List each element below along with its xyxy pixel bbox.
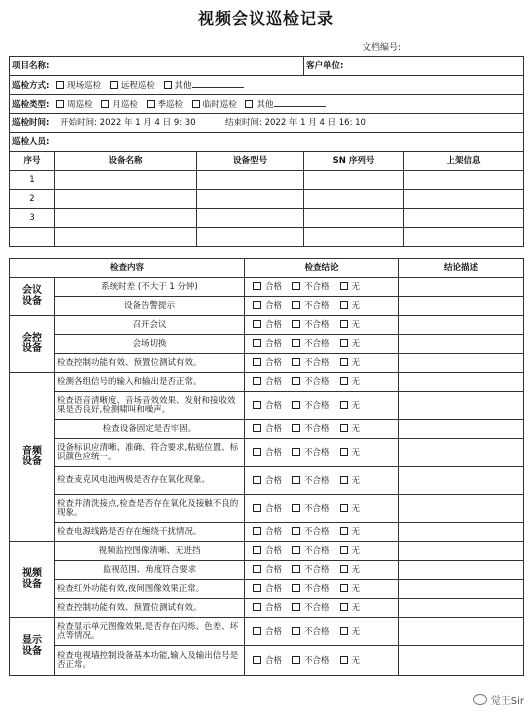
category-conference-control: 会控 设备: [10, 316, 55, 373]
document-number-label: 文档编号:: [362, 43, 402, 53]
checkbox-pass[interactable]: [253, 424, 261, 432]
result-description-cell[interactable]: [399, 420, 524, 439]
result-label-na: 无: [351, 503, 361, 514]
type-option-other: 其他: [256, 100, 274, 111]
checkbox-pass[interactable]: [253, 358, 261, 366]
equipment-header-row: [10, 152, 524, 171]
result-description-cell[interactable]: [399, 392, 524, 420]
inspection-sheet: [9, 56, 524, 247]
row-index: 2: [10, 190, 55, 209]
table-row: [10, 316, 524, 335]
result-description-cell[interactable]: [399, 278, 524, 297]
check-item: 召开会议: [55, 316, 245, 335]
check-item: 检查麦克风电池两极是否存在氧化现象。: [55, 467, 245, 495]
result-label-pass: 合格: [265, 339, 283, 350]
result-description-cell[interactable]: [399, 373, 524, 392]
time-label: 巡检时间:: [12, 117, 50, 128]
checkbox-na[interactable]: [340, 656, 348, 664]
cell-serial-number[interactable]: [304, 228, 404, 247]
check-item: 检查控制功能有效、预置位测试有效。: [55, 599, 245, 618]
table-row: [10, 278, 524, 297]
method-option-other: 其他: [174, 81, 192, 92]
table-row: [10, 354, 524, 373]
table-row: [10, 190, 524, 209]
check-item: 系统时差 (不大于 1 分钟): [55, 278, 245, 297]
inspection-method-row: [10, 76, 524, 95]
page-title: 视频会议巡检记录: [197, 9, 334, 28]
checkbox-weekly[interactable]: [56, 100, 64, 108]
row-index: 3: [10, 209, 55, 228]
check-item: 检查显示单元图像效果,是否存在闪烁、色差、坏点等情况。: [55, 618, 245, 646]
table-row: [10, 495, 524, 523]
result-options: [245, 542, 399, 561]
result-description-cell[interactable]: [399, 542, 524, 561]
result-options: [245, 335, 399, 354]
result-description-cell[interactable]: [399, 335, 524, 354]
result-options: [245, 373, 399, 392]
result-options: [245, 561, 399, 580]
result-label-fail: 不合格: [304, 584, 330, 595]
checkbox-pass[interactable]: [253, 301, 261, 309]
result-options: [245, 278, 399, 297]
result-description-cell[interactable]: [399, 297, 524, 316]
checkbox-pass[interactable]: [253, 448, 261, 456]
check-item: 视频监控图像清晰、无进挡: [55, 542, 245, 561]
checkbox-fail[interactable]: [292, 424, 300, 432]
table-row: [10, 542, 524, 561]
result-options: [245, 392, 399, 420]
category-meeting-equipment: 会议 设备: [10, 278, 55, 316]
result-label-pass: 合格: [265, 400, 283, 411]
checkbox-na[interactable]: [340, 546, 348, 554]
result-label-na: 无: [351, 424, 361, 435]
result-description-cell[interactable]: [399, 618, 524, 646]
type-option-weekly: 周巡检: [67, 100, 93, 111]
inspection-type-row: [10, 95, 524, 114]
checkbox-pass[interactable]: [253, 565, 261, 573]
checkbox-na[interactable]: [340, 401, 348, 409]
result-label-fail: 不合格: [304, 447, 330, 458]
result-label-na: 无: [351, 546, 361, 557]
checkbox-na[interactable]: [340, 603, 348, 611]
project-name-field[interactable]: 项目名称:: [10, 57, 304, 76]
inspection-content-table: [9, 258, 524, 676]
checkbox-na[interactable]: [340, 627, 348, 635]
result-label-pass: 合格: [265, 655, 283, 666]
result-label-fail: 不合格: [304, 565, 330, 576]
checkbox-monthly[interactable]: [101, 100, 109, 108]
result-label-fail: 不合格: [304, 282, 330, 293]
result-label-fail: 不合格: [304, 603, 330, 614]
result-label-fail: 不合格: [304, 339, 330, 350]
result-description-cell[interactable]: [399, 523, 524, 542]
checkbox-pass[interactable]: [253, 504, 261, 512]
table-row: [10, 467, 524, 495]
checkbox-na[interactable]: [340, 320, 348, 328]
result-description-cell[interactable]: [399, 580, 524, 599]
checkbox-na[interactable]: [340, 527, 348, 535]
result-label-na: 无: [351, 584, 361, 595]
checkbox-fail[interactable]: [292, 358, 300, 366]
result-label-na: 无: [351, 301, 361, 312]
checkbox-pass[interactable]: [253, 377, 261, 385]
result-options: [245, 646, 399, 676]
col-device-model: 设备型号: [197, 152, 304, 171]
table-row: [10, 392, 524, 420]
cell-device-name[interactable]: [55, 190, 197, 209]
table-row: [10, 335, 524, 354]
result-label-na: 无: [351, 339, 361, 350]
result-label-na: 无: [351, 282, 361, 293]
checkbox-na[interactable]: [340, 424, 348, 432]
cell-rack-info[interactable]: [404, 190, 524, 209]
result-label-fail: 不合格: [304, 301, 330, 312]
checkbox-na[interactable]: [340, 448, 348, 456]
checkbox-fail[interactable]: [292, 282, 300, 290]
cell-device-model[interactable]: [197, 228, 304, 247]
checkbox-pass[interactable]: [253, 339, 261, 347]
checkbox-fail[interactable]: [292, 584, 300, 592]
checkbox-na[interactable]: [340, 301, 348, 309]
checkbox-pass[interactable]: [253, 603, 261, 611]
check-item: 检测各组信号的输入和输出是否正常。: [55, 373, 245, 392]
cell-device-model[interactable]: [197, 209, 304, 228]
col-serial-number: SN 序列号: [304, 152, 404, 171]
result-label-pass: 合格: [265, 320, 283, 331]
check-item: 检查电视墙控制设备基本功能,输入及输出信号是否正常。: [55, 646, 245, 676]
start-time: 开始时间: 2022 年 1 月 4 日 9: 30: [60, 117, 196, 128]
checkbox-fail[interactable]: [292, 603, 300, 611]
result-label-fail: 不合格: [304, 655, 330, 666]
result-label-na: 无: [351, 565, 361, 576]
checkbox-fail[interactable]: [292, 339, 300, 347]
result-label-fail: 不合格: [304, 400, 330, 411]
result-options: [245, 297, 399, 316]
checkbox-na[interactable]: [340, 282, 348, 290]
result-label-pass: 合格: [265, 424, 283, 435]
checkbox-fail[interactable]: [292, 504, 300, 512]
checkbox-fail[interactable]: [292, 627, 300, 635]
checkbox-fail[interactable]: [292, 448, 300, 456]
col-index: 序号: [10, 152, 55, 171]
col-check-content: 检查内容: [10, 259, 245, 278]
result-label-pass: 合格: [265, 546, 283, 557]
result-description-cell[interactable]: [399, 561, 524, 580]
row-index: 1: [10, 171, 55, 190]
col-rack-info: 上架信息: [404, 152, 524, 171]
checkbox-fail[interactable]: [292, 656, 300, 664]
row-index: [10, 228, 55, 247]
result-label-pass: 合格: [265, 282, 283, 293]
client-field[interactable]: 客户单位:: [304, 57, 524, 76]
result-label-pass: 合格: [265, 301, 283, 312]
table-row: [10, 561, 524, 580]
result-options: [245, 354, 399, 373]
check-item: 会场切换: [55, 335, 245, 354]
checkbox-pass[interactable]: [253, 627, 261, 635]
method-label: 巡检方式:: [12, 81, 50, 92]
method-other-underline[interactable]: [192, 79, 244, 88]
table-row: [10, 209, 524, 228]
result-label-pass: 合格: [265, 503, 283, 514]
result-label-fail: 不合格: [304, 626, 330, 637]
method-option-remote: 远程巡检: [120, 81, 155, 92]
result-options: [245, 316, 399, 335]
check-item: 检查语音清晰度、音场音效效果、发射和接收效果是否良好,检测啸叫和噪声。: [55, 392, 245, 420]
result-label-pass: 合格: [265, 626, 283, 637]
checkbox-type-other[interactable]: [245, 100, 253, 108]
table-row: [10, 228, 524, 247]
checkbox-fail[interactable]: [292, 320, 300, 328]
col-check-result: 检查结论: [245, 259, 399, 278]
checkbox-method-other[interactable]: [164, 81, 172, 89]
result-label-na: 无: [351, 527, 361, 538]
result-description-cell[interactable]: [399, 467, 524, 495]
result-label-na: 无: [351, 358, 361, 369]
checkbox-fail[interactable]: [292, 401, 300, 409]
result-label-fail: 不合格: [304, 358, 330, 369]
result-options: [245, 599, 399, 618]
result-options: [245, 580, 399, 599]
check-item: 检查控制功能有效、预置位测试有效。: [55, 354, 245, 373]
cell-rack-info[interactable]: [404, 228, 524, 247]
checkbox-onsite[interactable]: [56, 81, 64, 89]
result-description-cell[interactable]: [399, 316, 524, 335]
result-label-na: 无: [351, 603, 361, 614]
table-row: [10, 439, 524, 467]
checkbox-na[interactable]: [340, 377, 348, 385]
table-row: [10, 599, 524, 618]
cell-serial-number[interactable]: [304, 190, 404, 209]
table-row: [10, 618, 524, 646]
checkbox-na[interactable]: [340, 565, 348, 573]
result-label-fail: 不合格: [304, 527, 330, 538]
result-label-fail: 不合格: [304, 424, 330, 435]
inspection-time-row: [10, 114, 524, 133]
cell-device-name[interactable]: [55, 228, 197, 247]
cell-device-model[interactable]: [197, 171, 304, 190]
checkbox-na[interactable]: [340, 504, 348, 512]
check-item: 检查电源线路是否存在缠绕干扰情况。: [55, 523, 245, 542]
result-label-fail: 不合格: [304, 475, 330, 486]
result-label-na: 无: [351, 377, 361, 388]
inspection-header-row: [10, 259, 524, 278]
checkbox-na[interactable]: [340, 358, 348, 366]
type-option-temporary: 临时巡检: [202, 100, 237, 111]
checkbox-fail[interactable]: [292, 546, 300, 554]
cell-serial-number[interactable]: [304, 171, 404, 190]
cell-rack-info[interactable]: [404, 171, 524, 190]
result-options: [245, 618, 399, 646]
checkbox-fail[interactable]: [292, 301, 300, 309]
result-options: [245, 523, 399, 542]
result-label-pass: 合格: [265, 527, 283, 538]
result-description-cell[interactable]: [399, 599, 524, 618]
table-row: [10, 646, 524, 676]
checkbox-remote[interactable]: [110, 81, 118, 89]
table-row: [10, 420, 524, 439]
result-label-fail: 不合格: [304, 546, 330, 557]
wechat-icon: [473, 694, 487, 705]
col-device-name: 设备名称: [55, 152, 197, 171]
result-label-fail: 不合格: [304, 377, 330, 388]
result-label-pass: 合格: [265, 603, 283, 614]
cell-device-name[interactable]: [55, 171, 197, 190]
checkbox-fail[interactable]: [292, 476, 300, 484]
result-label-pass: 合格: [265, 584, 283, 595]
table-row: [10, 580, 524, 599]
table-row: [10, 297, 524, 316]
checkbox-pass[interactable]: [253, 320, 261, 328]
method-option-onsite: 现场巡检: [67, 81, 102, 92]
table-row: [10, 523, 524, 542]
result-label-pass: 合格: [265, 377, 283, 388]
checkbox-na[interactable]: [340, 584, 348, 592]
checkbox-fail[interactable]: [292, 527, 300, 535]
check-item: 设备标识应清晰、准确、符合要求,粘贴位置、标识颜色应统一。: [55, 439, 245, 467]
cell-rack-info[interactable]: [404, 209, 524, 228]
col-result-description: 结论描述: [399, 259, 524, 278]
checkbox-temporary[interactable]: [192, 100, 200, 108]
type-label: 巡检类型:: [12, 100, 50, 111]
checkbox-pass[interactable]: [253, 401, 261, 409]
category-audio-equipment: 音频 设备: [10, 373, 55, 542]
check-item: 检查并清洗接点,检查是否存在氧化及接触不良的现象。: [55, 495, 245, 523]
result-label-na: 无: [351, 655, 361, 666]
cell-serial-number[interactable]: [304, 209, 404, 228]
result-label-pass: 合格: [265, 475, 283, 486]
checkbox-pass[interactable]: [253, 584, 261, 592]
result-label-na: 无: [351, 400, 361, 411]
checkbox-fail[interactable]: [292, 377, 300, 385]
check-item: 检查设备固定是否牢固。: [55, 420, 245, 439]
result-label-pass: 合格: [265, 565, 283, 576]
staff-field[interactable]: 巡检人员:: [10, 133, 524, 152]
result-options: [245, 467, 399, 495]
result-label-pass: 合格: [265, 447, 283, 458]
result-label-pass: 合格: [265, 358, 283, 369]
result-label-na: 无: [351, 626, 361, 637]
type-other-underline[interactable]: [274, 98, 326, 107]
check-item: 设备告警提示: [55, 297, 245, 316]
result-description-cell[interactable]: [399, 439, 524, 467]
result-description-cell[interactable]: [399, 646, 524, 676]
checkbox-quarterly[interactable]: [147, 100, 155, 108]
check-item: 检查红外功能有效,夜间图像效果正常。: [55, 580, 245, 599]
cell-device-model[interactable]: [197, 190, 304, 209]
result-description-cell[interactable]: [399, 495, 524, 523]
result-options: [245, 495, 399, 523]
result-label-fail: 不合格: [304, 503, 330, 514]
end-time: 结束时间: 2022 年 1 月 4 日 16: 10: [225, 117, 366, 128]
table-row: [10, 171, 524, 190]
result-label-na: 无: [351, 475, 361, 486]
watermark: 觉王Sir: [473, 692, 524, 707]
cell-device-name[interactable]: [55, 209, 197, 228]
result-label-na: 无: [351, 447, 361, 458]
result-description-cell[interactable]: [399, 354, 524, 373]
check-item: 监视范围、角度符合要求: [55, 561, 245, 580]
checkbox-pass[interactable]: [253, 476, 261, 484]
checkbox-na[interactable]: [340, 476, 348, 484]
checkbox-pass[interactable]: [253, 282, 261, 290]
table-row: [10, 373, 524, 392]
checkbox-fail[interactable]: [292, 565, 300, 573]
checkbox-pass[interactable]: [253, 656, 261, 664]
type-option-quarterly: 季巡检: [157, 100, 184, 111]
type-option-monthly: 月巡检: [112, 100, 138, 111]
result-options: [245, 420, 399, 439]
checkbox-na[interactable]: [340, 339, 348, 347]
result-options: [245, 439, 399, 467]
checkbox-pass[interactable]: [253, 546, 261, 554]
result-label-fail: 不合格: [304, 320, 330, 331]
checkbox-pass[interactable]: [253, 527, 261, 535]
category-display-equipment: 显示 设备: [10, 618, 55, 676]
category-video-equipment: 视频 设备: [10, 542, 55, 618]
result-label-na: 无: [351, 320, 361, 331]
